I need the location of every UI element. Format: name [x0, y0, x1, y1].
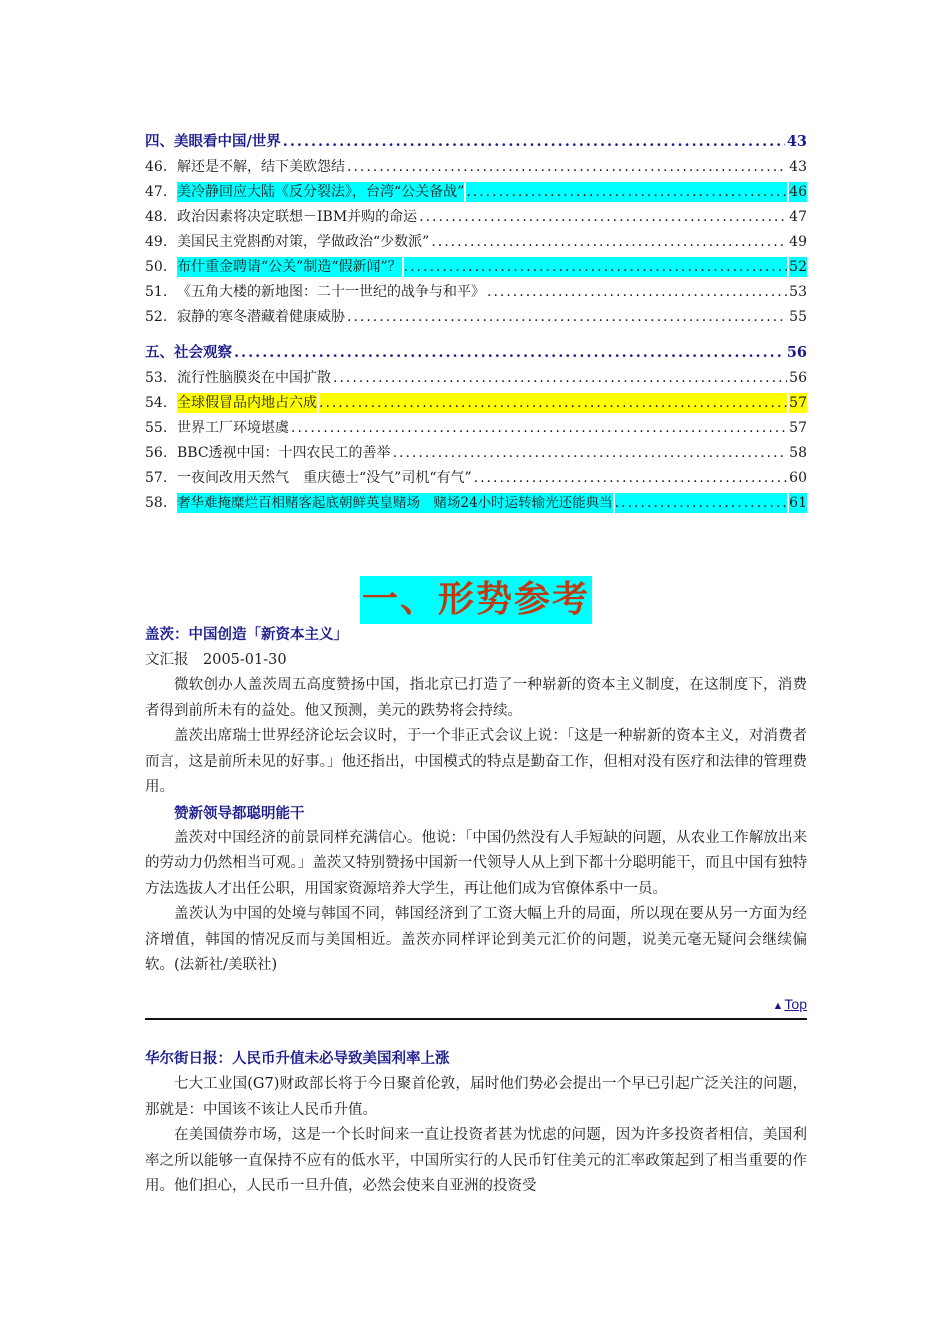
- toc-leader-dots: [347, 157, 787, 177]
- toc-item[interactable]: [145, 177, 807, 202]
- toc-item-number: 48.: [145, 209, 168, 225]
- table-of-contents: [145, 126, 807, 513]
- section-heading: 一、形势参考: [360, 576, 592, 624]
- toc-leader-dots: [291, 418, 787, 438]
- toc-item[interactable]: [145, 252, 807, 277]
- toc-leader-dots: [393, 443, 788, 463]
- article-paragraph: 微软创办人盖茨周五高度赞扬中国，指北京已打造了一种崭新的资本主义制度，在这制度下，消费者得到前所未有的益处。他又预测，美元的跌势将会持续。: [145, 677, 807, 719]
- toc-leader-dots: [466, 182, 787, 202]
- toc-leader-dots: [333, 368, 787, 388]
- article-paragraph: 盖茨认为中国的处境与韩国不同，韩国经济到了工资大幅上升的局面，所以现在要从另一方面为经济增值，韩国的情况反而与美国相近。盖茨亦同样评论到美元汇价的问题，说美元毫无疑问会继续偏软。(法新社/美联社): [145, 906, 807, 973]
- toc-page-number: 47: [789, 209, 807, 225]
- toc-item-number: 54.: [145, 395, 168, 411]
- toc-item[interactable]: [145, 363, 807, 388]
- back-to-top-link[interactable]: [773, 996, 807, 1012]
- toc-section-4[interactable]: [145, 126, 807, 152]
- toc-item-text: 解还是不解，结下美欧怨结: [177, 159, 345, 175]
- article-title: 盖茨：中国创造「新资本主义」: [145, 626, 348, 643]
- toc-item-text: 《五角大楼的新地图：二十一世纪的战争与和平》: [177, 284, 485, 300]
- toc-leader-dots: [487, 282, 787, 302]
- toc-leader-dots: [283, 132, 785, 152]
- toc-leader-dots: [474, 468, 788, 488]
- toc-item-text: 美冷静回应大陆《反分裂法》，台湾“公关备战”: [177, 184, 465, 200]
- toc-item[interactable]: [145, 488, 807, 513]
- article-paragraph: 盖茨对中国经济的前景同样充满信心。他说：「中国仍然没有人手短缺的问题，从农业工作解放出来的劳动力仍然相当可观。」盖茨又特别赞扬中国新一代领导人从上到下都十分聪明能干，而且中国有独特方法选拔人才出任公职，用国家资源培养大学生，再让他们成为官僚体系中一员。: [145, 829, 807, 897]
- article-paragraph: 七大工业国(G7)财政部长将于今日聚首伦敦，届时他们势必会提出一个早已引起广泛关注的问题，那就是：中国该不该让人民币升值。: [145, 1076, 807, 1118]
- toc-item-number: 52.: [145, 309, 168, 325]
- toc-item-text: 美国民主党斟酌对策，学做政治“少数派”: [177, 234, 430, 250]
- toc-page-number: 43: [786, 133, 807, 150]
- divider-line: [145, 1018, 807, 1020]
- toc-item[interactable]: [145, 388, 807, 413]
- toc-item[interactable]: [145, 463, 807, 488]
- toc-item-text: 流行性脑膜炎在中国扩散: [177, 370, 331, 386]
- article-paragraph: 在美国债券市场，这是一个长时间来一直让投资者甚为忧虑的问题，因为许多投资者相信，美国利率之所以能够一直保持不应有的低水平，中国所实行的人民币钉住美元的汇率政策起到了相当重要的作用。他们担心，人民币一旦升值，必然会使来自亚洲的投资受: [145, 1127, 807, 1194]
- toc-section-label: 四、美眼看中国/世界: [145, 133, 281, 150]
- toc-item-number: 55.: [145, 420, 168, 436]
- toc-item-number: 53.: [145, 370, 168, 386]
- toc-page-number: 57: [789, 395, 807, 411]
- toc-item-number: 56.: [145, 445, 168, 461]
- toc-item-number: 58.: [145, 495, 168, 511]
- toc-item-number: 47.: [145, 184, 168, 200]
- toc-leader-dots: [431, 232, 787, 252]
- article-subheading: 赞新领导都聪明能干: [174, 804, 305, 822]
- article-paragraph: 盖茨出席瑞士世界经济论坛会议时，于一个非正式会议上说：「这是一种崭新的资本主义，对消费者而言，这是前所未见的好事。」他还指出，中国模式的特点是勤奋工作，但相对没有医疗和法律的管理费用。: [145, 728, 807, 795]
- toc-page-number: 55: [789, 309, 807, 325]
- toc-page-number: 53: [789, 284, 807, 300]
- toc-page-number: 57: [789, 420, 807, 436]
- toc-page-number: 49: [789, 234, 807, 250]
- article-title: 华尔街日报：人民币升值未必导致美国利率上涨: [145, 1050, 450, 1067]
- toc-section-5[interactable]: [145, 337, 807, 363]
- toc-leader-dots: [419, 207, 787, 227]
- toc-leader-dots: [234, 343, 785, 363]
- toc-item[interactable]: [145, 438, 807, 463]
- toc-section-label: 五、社会观察: [145, 344, 232, 361]
- toc-page-number: 56: [789, 370, 807, 386]
- toc-item-text: 布什重金聘请“公关”制造“假新闻”？: [177, 259, 402, 275]
- toc-leader-dots: [347, 307, 787, 327]
- toc-item-text: 奢华难掩糜烂百相赌客起底朝鲜英皇赌场 赌场24小时运转输光还能典当: [177, 495, 613, 511]
- toc-item-text: 一夜间改用天然气 重庆德士“没气”司机“有气”: [177, 470, 472, 486]
- toc-item-text: 全球假冒品内地占六成: [177, 395, 317, 411]
- toc-page-number: 46: [789, 184, 807, 200]
- article-source: 文汇报 2005-01-30: [145, 652, 287, 668]
- toc-item[interactable]: [145, 277, 807, 302]
- toc-page-number: 52: [789, 259, 807, 275]
- toc-item-number: 49.: [145, 234, 168, 250]
- article-wsj: [145, 1046, 807, 1200]
- toc-page-number: 61: [789, 495, 807, 511]
- toc-page-number: 60: [789, 470, 807, 486]
- toc-item[interactable]: [145, 202, 807, 227]
- toc-item-text: 世界工厂环境堪虞: [177, 420, 289, 436]
- toc-item[interactable]: [145, 227, 807, 252]
- toc-leader-dots: [404, 257, 788, 277]
- toc-item-text: BBC透视中国：十四农民工的善举: [177, 445, 391, 461]
- toc-page-number: 56: [786, 344, 807, 361]
- toc-page-number: 58: [789, 445, 807, 461]
- toc-item-number: 46.: [145, 159, 168, 175]
- toc-item[interactable]: [145, 302, 807, 327]
- toc-item-text: 寂静的寒冬潜藏着健康威胁: [177, 309, 345, 325]
- toc-item-number: 50.: [145, 259, 168, 275]
- toc-leader-dots: [615, 493, 787, 513]
- toc-page-number: 43: [789, 159, 807, 175]
- toc-item-number: 51.: [145, 284, 168, 300]
- top-link-label: Top: [784, 996, 807, 1012]
- article-gates: [145, 622, 807, 979]
- toc-item-text: 政治因素将决定联想－IBM并购的命运: [177, 209, 418, 225]
- toc-item-number: 57.: [145, 470, 168, 486]
- toc-leader-dots: [319, 393, 787, 413]
- toc-item[interactable]: [145, 413, 807, 438]
- triangle-up-icon: ▲: [772, 1000, 784, 1012]
- toc-item[interactable]: [145, 152, 807, 177]
